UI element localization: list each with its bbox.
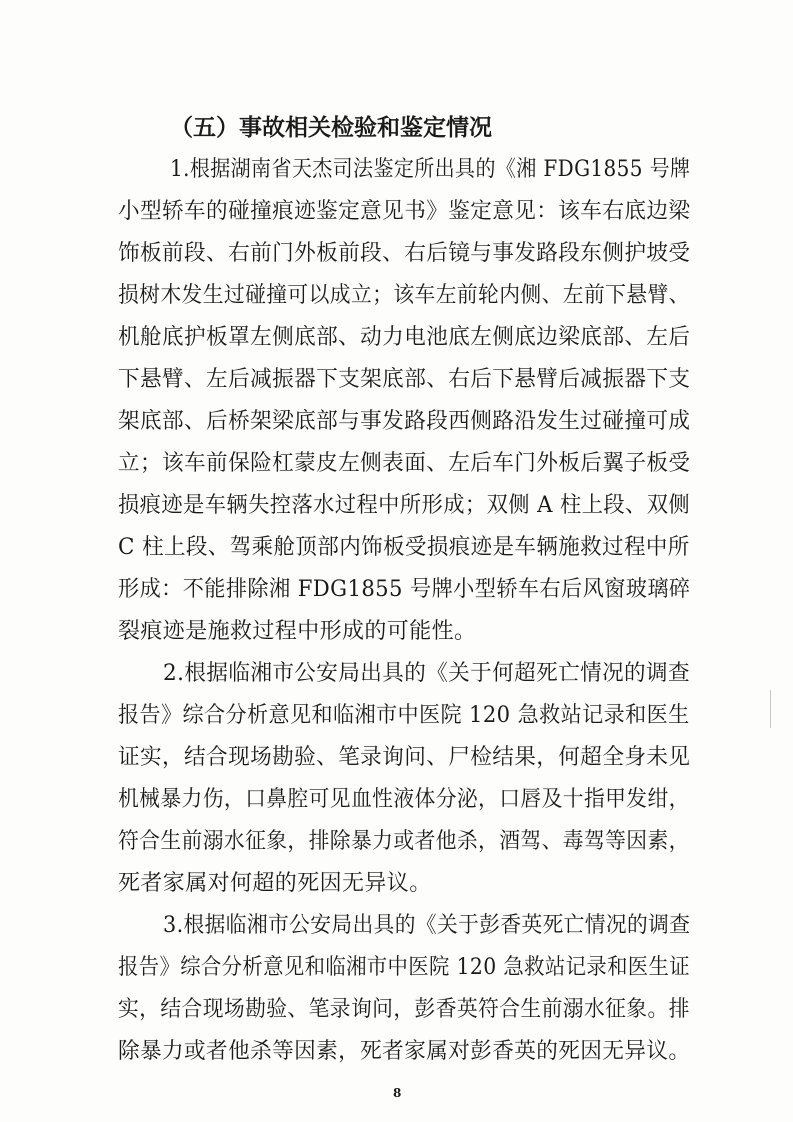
paragraph-2-line-3: 证实，结合现场勘验、笔录询问、尸检结果，何超全身未见 bbox=[118, 745, 691, 770]
paragraph-1-line-4: 损树木发生过碰撞可以成立；该车左前轮内侧、左前下悬臂、 bbox=[118, 283, 690, 308]
paragraph-3-line-3: 实，结合现场勘验、笔录询问，彭香英符合生前溺水征象。排 bbox=[118, 997, 690, 1022]
paragraph-1-line-12: 裂痕迹是施救过程中形成的可能性。 bbox=[118, 619, 477, 644]
paragraph-1-line-11: 形成：不能排除湘 FDG1855 号牌小型轿车右后风窗玻璃碎 bbox=[118, 577, 691, 602]
paragraph-2-line-4: 机械暴力伤，口鼻腔可见血性液体分泌，口唇及十指甲发绀， bbox=[118, 787, 690, 812]
paragraph-1-line-6: 下悬臂、左后减振器下支架底部、右后下悬臂后减振器下支 bbox=[118, 367, 691, 392]
paragraph-2-line-2: 报告》综合分析意见和临湘市中医院 120 急救站记录和医生 bbox=[118, 703, 690, 728]
paragraph-2-line-6: 死者家属对何超的死因无异议。 bbox=[118, 871, 432, 896]
paragraph-3-line-2: 报告》综合分析意见和临湘市中医院 120 急救站记录和医生证 bbox=[118, 955, 691, 980]
paragraph-1-line-7: 架底部、后桥架梁底部与事发路段西侧路沿发生过碰撞可成 bbox=[118, 409, 691, 434]
paragraph-1-line-10: C 柱上段、驾乘舱顶部内饰板受损痕迹是车辆施救过程中所 bbox=[118, 535, 690, 560]
section-heading: （五）事故相关检验和鉴定情况 bbox=[170, 114, 492, 141]
paragraph-3-line-4: 除暴力或者他杀等因素，死者家属对彭香英的死因无异议。 bbox=[118, 1039, 691, 1064]
paragraph-1-line-9: 损痕迹是车辆失控落水过程中所形成；双侧 A 柱上段、双侧 bbox=[118, 493, 691, 518]
paragraph-1-line-2: 小型轿车的碰撞痕迹鉴定意见书》鉴定意见：该车右底边梁 bbox=[118, 199, 691, 224]
page-number: 8 bbox=[393, 1086, 402, 1100]
paragraph-1-line-8: 立；该车前保险杠蒙皮左侧表面、左后车门外板后翼子板受 bbox=[118, 451, 691, 476]
paragraph-1-line-1: 1.根据湖南省天杰司法鉴定所出具的《湘 FDG1855 号牌 bbox=[170, 157, 691, 182]
paragraph-3-line-1: 3.根据临湘市公安局出具的《关于彭香英死亡情况的调查 bbox=[163, 913, 691, 938]
scan-artifact bbox=[770, 690, 771, 728]
paragraph-2-line-1: 2.根据临湘市公安局出具的《关于何超死亡情况的调查 bbox=[163, 661, 691, 686]
paragraph-1-line-3: 饰板前段、右前门外板前段、右后镜与事发路段东侧护坡受 bbox=[118, 241, 691, 266]
paragraph-1-line-5: 机舱底护板罩左侧底部、动力电池底左侧底边梁底部、左后 bbox=[118, 325, 691, 350]
paragraph-2-line-5: 符合生前溺水征象，排除暴力或者他杀，酒驾、毒驾等因素， bbox=[118, 829, 690, 854]
